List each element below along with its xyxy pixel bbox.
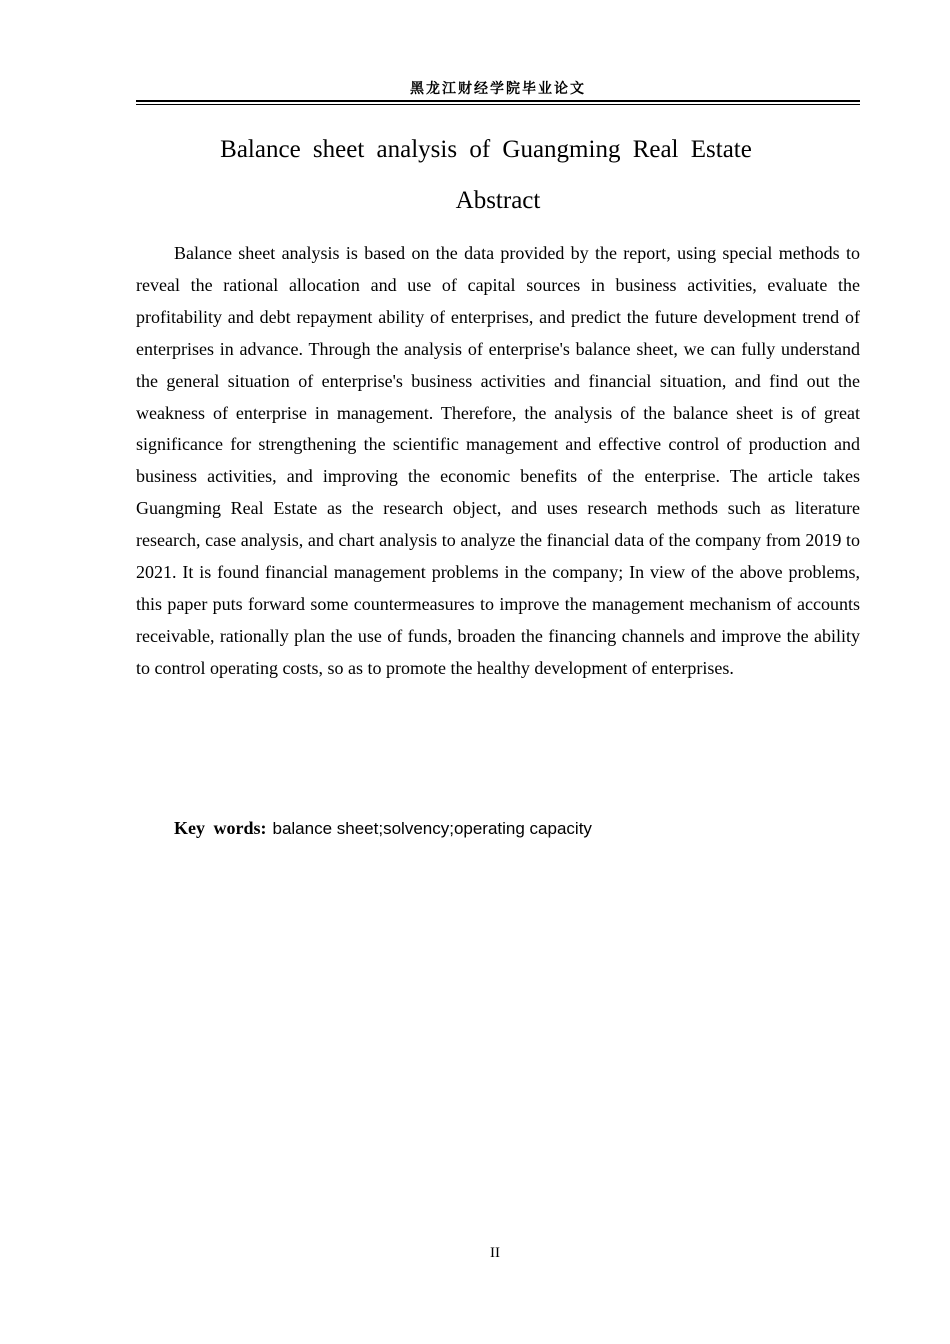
abstract-heading: Abstract — [455, 187, 541, 214]
paper-title: Balance sheet analysis of Guangming Real Estate — [220, 136, 752, 163]
keywords-label: Key words: — [174, 818, 267, 838]
page-number: II — [490, 1245, 500, 1261]
header-double-rule — [136, 100, 860, 105]
abstract-body: Balance sheet analysis is based on the data provided by the report, using special methods to reveal the rational allocation and use of capital sources in business activities, evaluate the profitability and debt repayment ability of enterprises, and predict the future development trend of enterprises in advance. Through the analysis of enterprise's balance sheet, we can fully understand the general situation of enterprise's business activities and financial situation, and find out the weakness of enterprise in management. Therefore, the analysis of the balance sheet is of great significance for strengthening the scientific management and effective control of production and business activities, and improving the economic benefits of the enterprise. The article takes Guangming Real Estate as the research object, and uses research methods such as literature research, case analysis, and chart analysis to analyze the financial data of the company from 2019 to 2021. It is found financial management problems in the company; In view of the above problems, this paper puts forward some countermeasures to improve the management mechanism of accounts receivable, rationally plan the use of funds, broaden the financing channels and improve the ability to control operating costs, so as to promote the healthy development of enterprises. — [136, 243, 860, 678]
page-header-title: 黑龙江财经学院毕业论文 — [410, 81, 586, 97]
keywords-value: balance sheet;solvency;operating capacity — [272, 819, 592, 838]
keywords-line — [174, 812, 592, 845]
